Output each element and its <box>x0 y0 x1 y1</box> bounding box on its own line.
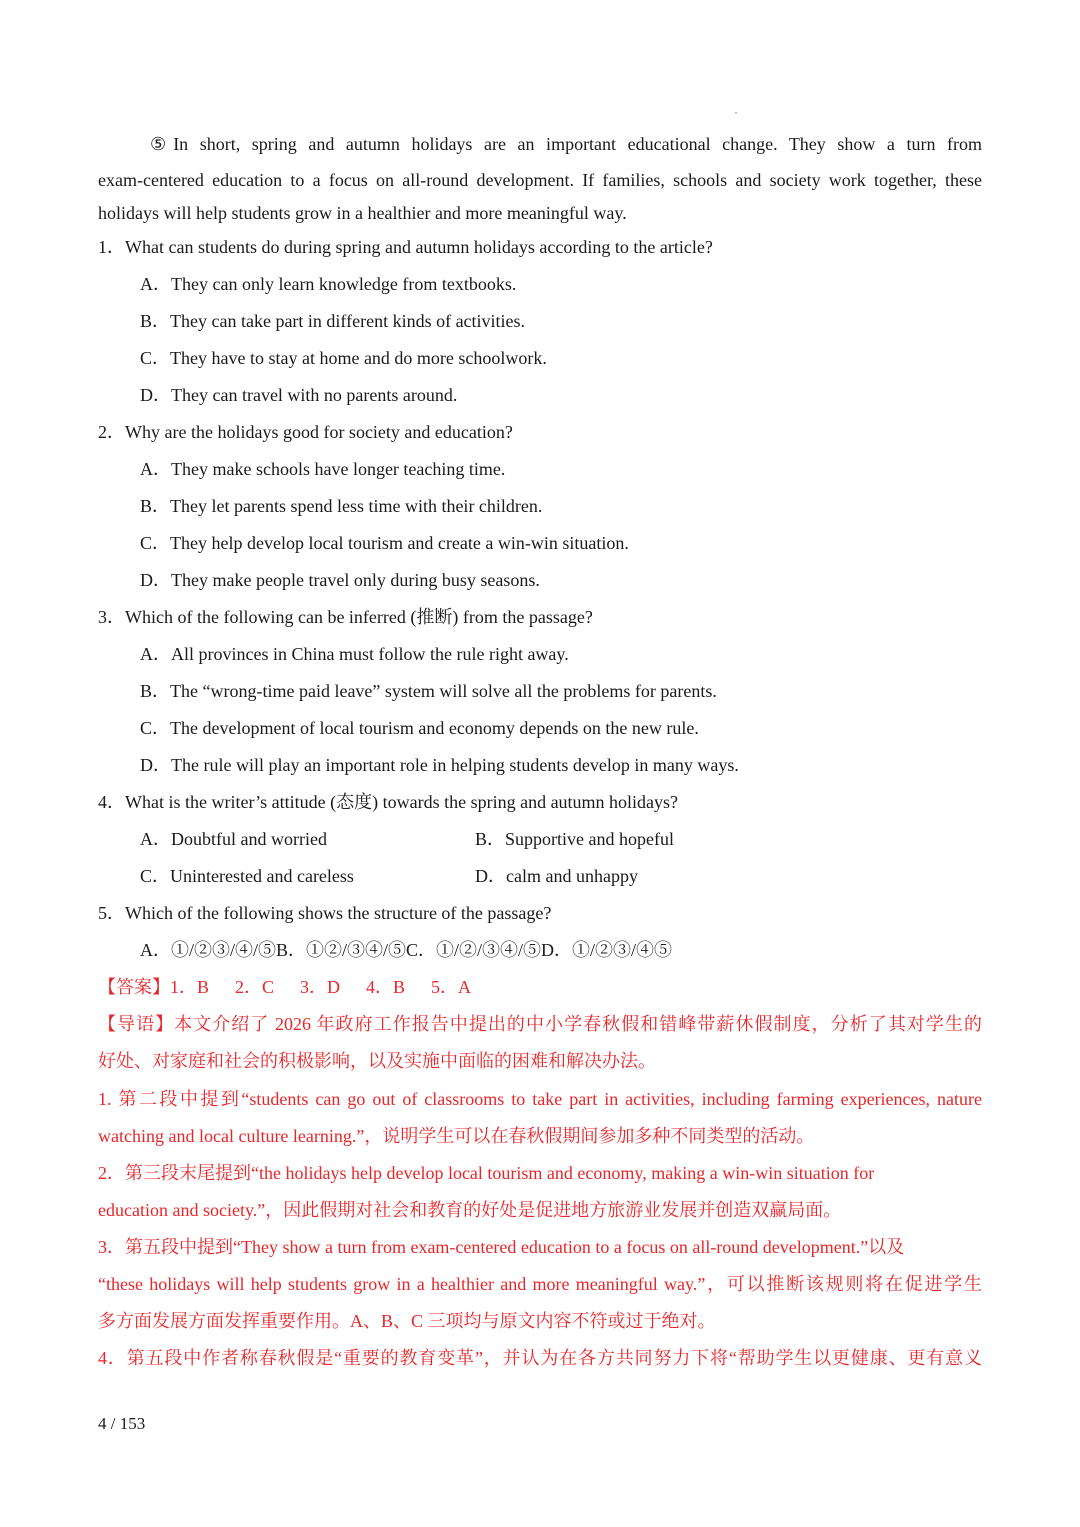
answer-item-2: 2．C <box>235 977 275 997</box>
explanation-line-6: “these holidays will help students grow in a healthier and more meaningful way.”，可以推断该规则将在促进学生 <box>98 1274 982 1294</box>
question-1-stem: 1．What can students do during spring and autumn holidays according to the article? <box>98 237 713 257</box>
explanation-line-4: education and society.”，因此假期对社会和教育的好处是促进地方旅游业发展并创造双赢局面。 <box>98 1200 842 1220</box>
question-2-option-c: C．They help develop local tourism and create a win-win situation. <box>140 533 629 553</box>
passage-para5-line1: ⑤In short, spring and autumn holidays are an important educational change. They show a turn from <box>150 134 982 154</box>
answer-item-3: 3．D <box>300 977 341 997</box>
question-5-options: A．①/②③/④/⑤B．①②/③④/⑤C．①/②/③④/⑤D．①/②③/④⑤ <box>140 940 673 960</box>
page-number: 4 / 153 <box>98 1414 146 1433</box>
answer-item-1: 1．B <box>170 977 210 997</box>
question-5-stem: 5．Which of the following shows the structure of the passage? <box>98 903 552 923</box>
question-1-option-a: A．They can only learn knowledge from textbooks. <box>140 274 517 294</box>
question-1-option-d: D．They can travel with no parents around. <box>140 385 458 405</box>
scan-speck <box>735 112 737 114</box>
question-2-option-b: B．They let parents spend less time with their children. <box>140 496 543 516</box>
question-1-option-b: B．They can take part in different kinds of activities. <box>140 311 526 331</box>
question-3-option-c: C．The development of local tourism and economy depends on the new rule. <box>140 718 699 738</box>
answer-item-5: 5．A <box>431 977 472 997</box>
guide-line-2: 好处、对家庭和社会的积极影响，以及实施中面临的困难和解决办法。 <box>98 1051 656 1071</box>
question-3-option-d: D．The rule will play an important role in helping students develop in many ways. <box>140 755 739 775</box>
question-3-option-a: A．All provinces in China must follow the rule right away. <box>140 644 569 664</box>
question-1-option-c: C．They have to stay at home and do more schoolwork. <box>140 348 547 368</box>
question-4-option-c: C．Uninterested and careless <box>140 866 354 886</box>
question-3-stem: 3．Which of the following can be inferred (推断) from the passage? <box>98 607 593 627</box>
answer-line <box>98 975 982 999</box>
answer-item-4: 4．B <box>366 977 406 997</box>
explanation-line-1: 1. 第二段中提到“students can go out of classrooms to take part in activities, including farming experiences, nature <box>98 1089 982 1109</box>
explanation-line-2: watching and local culture learning.”，说明学生可以在春秋假期间参加多种不同类型的活动。 <box>98 1126 815 1146</box>
passage-para5-line2: exam-centered education to a focus on all-round development. If families, schools and society work together, these <box>98 170 982 190</box>
question-3-option-b: B．The “wrong-time paid leave” system will solve all the problems for parents. <box>140 681 717 701</box>
question-2-option-a: A．They make schools have longer teaching time. <box>140 459 506 479</box>
explanation-line-3: 2．第三段末尾提到“the holidays help develop local tourism and economy, making a win-win situation for <box>98 1163 875 1183</box>
explanation-line-8: 4．第五段中作者称春秋假是“重要的教育变革”，并认为在各方共同努力下将“帮助学生以更健康、更有意义 <box>98 1348 982 1368</box>
guide-line-1: 【导语】本文介绍了 2026 年政府工作报告中提出的中小学春秋假和错峰带薪休假制度，分析了其对学生的 <box>98 1014 982 1034</box>
explanation-line-5: 3．第五段中提到“They show a turn from exam-centered education to a focus on all-round development.”以及 <box>98 1237 905 1257</box>
question-4-stem: 4．What is the writer’s attitude (态度) towards the spring and autumn holidays? <box>98 792 679 812</box>
explanation-line-7: 多方面发展方面发挥重要作用。A、B、C 三项均与原文内容不符或过于绝对。 <box>98 1311 716 1331</box>
question-2-option-d: D．They make people travel only during busy seasons. <box>140 570 540 590</box>
answer-label: 【答案】 <box>98 977 170 997</box>
question-2-stem: 2．Why are the holidays good for society and education? <box>98 422 513 442</box>
question-4-option-a: A．Doubtful and worried <box>140 829 327 849</box>
question-4-option-d: D．calm and unhappy <box>475 866 638 886</box>
question-4-option-b: B．Supportive and hopeful <box>475 829 674 849</box>
passage-para5-line3: holidays will help students grow in a healthier and more meaningful way. <box>98 203 627 223</box>
